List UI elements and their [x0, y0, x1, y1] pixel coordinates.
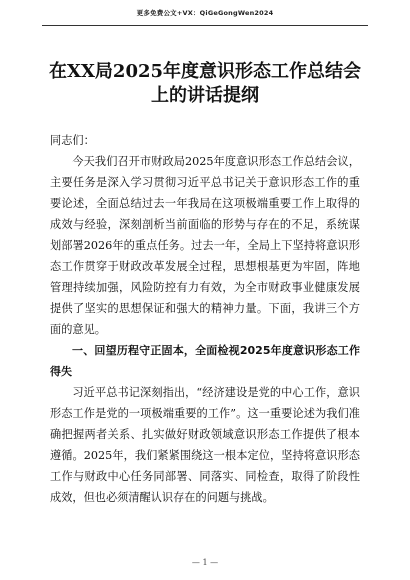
- intro-paragraph: 今天我们召开市财政局2025年度意识形态工作总结会议，主要任务是深入学习贯彻习近平总书记关于意识形态工作的重要论述，全面总结过去一年我局在这项极端重要工作上取得的成效与经验，深刻剖析当前面临的形势与存在的不足，系统谋划部署2026年的重点任务。过去一年，全局上下坚持将意识形态工作贯穿于财政改革发展全过程，思想根基更为牢固，阵地管理持续加强，风险防控有力有效，为全市财政事业健康发展提供了坚实的思想保证和强大的精神力量。下面，我讲三个方面的意见。: [50, 155, 360, 336]
- section-paragraph: 习近平总书记深刻指出，“经济建设是党的中心工作，意识形态工作是党的一项极端重要的工作”。这一重要论述为我们准确把握两者关系、扎实做好财政领域意识形态工作提供了根本遵循。2025年，我们紧紧围绕这一根本定位，坚持将意识形态工作与财政中心任务同部署、同落实、同检查，取得了阶段性成效，但也必须清醒认识存在的问题与挑战。: [50, 386, 360, 504]
- document-body: [50, 130, 360, 508]
- document-title: 在XX局2025年度意识形态工作总结会上的讲话提纲: [48, 61, 362, 106]
- salutation: 同志们：: [50, 134, 95, 147]
- header-divider: [42, 25, 368, 26]
- section-heading: 一、回望历程守正固本，全面检视2025年度意识形态工作得失: [50, 344, 360, 378]
- page-number: — 1 —: [191, 558, 219, 567]
- header-note: 更多免费公文+VX：QiGeGongWen2024: [136, 9, 274, 17]
